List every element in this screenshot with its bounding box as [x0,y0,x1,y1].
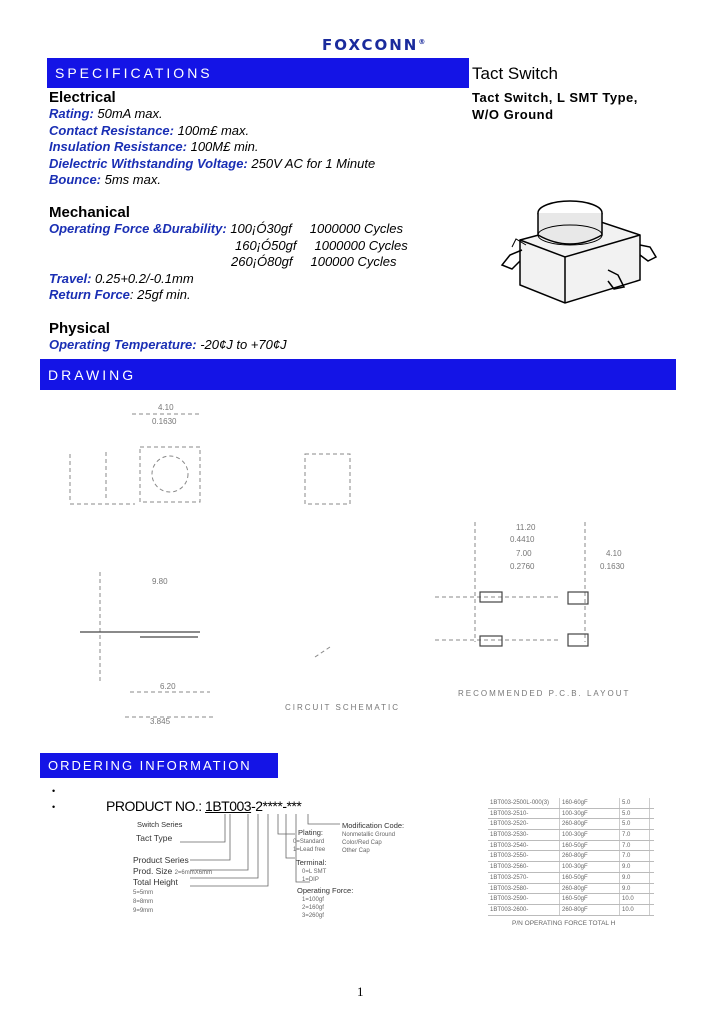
table-cell: 10.0 [620,905,650,915]
table-row [488,894,654,905]
terminal-label: Terminal: [296,858,327,867]
spec-temperature [49,337,287,354]
plating-options [293,838,325,854]
product-series-label: Product Series [133,855,189,865]
table-cell: 1BT003-2550- [488,851,560,861]
dim-width: 6.20 [160,682,176,691]
plating-opt-standard: 0=Standard [293,839,325,845]
table-cell: 1BT003-2600- [488,905,560,915]
total-height-label: Total Height [133,877,178,887]
table-row [488,841,654,852]
table-cell: 10.0 [620,894,650,904]
dim-right1: 11.20 [516,523,536,532]
product-no-code: 1BT003 [205,798,252,814]
insulation-label: Insulation Resistance: [49,139,187,154]
rating-label: Rating: [49,106,94,121]
temp-label: Operating Temperature: [49,337,197,352]
terminal-opt-smt: 0=L SMT [302,869,327,875]
part-number-table [488,798,654,916]
table-cell: 1BT003-2510- [488,809,560,819]
table-row [488,905,654,916]
technical-drawing [40,392,676,732]
table-cell: 1BT003-2590- [488,894,560,904]
dim-right2: 7.00 [516,549,532,558]
dielectric-label: Dielectric Withstanding Voltage: [49,155,248,171]
mod-opt-ground: Nonmetallic Ground [342,832,396,838]
travel-label: Travel: [49,270,92,286]
circuit-schematic-label: CIRCUIT SCHEMATIC [285,703,401,712]
table-footer: P/N OPERATING FORCE TOTAL H [512,920,616,927]
table-cell: 260-80gF [560,851,620,861]
bounce-value: 5ms max. [101,172,161,187]
mod-code-label: Modification Code: [342,821,405,830]
spec-bounce [49,172,375,189]
page-number: 1 [357,984,364,999]
table-cell: 9.0 [620,884,650,894]
mechanical-section [49,204,408,304]
bounce-label: Bounce: [49,172,101,187]
table-row [488,873,654,884]
spec-force [49,221,408,238]
terminal-opt-dip: 1=DIP [302,877,319,883]
table-cell: 1BT003-2570- [488,873,560,883]
prod-size-label [133,866,212,876]
spec-insulation [49,139,375,156]
spec-rating [49,106,375,123]
spec-force-row3: 260¡Ó80gf 100000 Cycles [231,254,397,269]
table-cell: 1BT003-2540- [488,841,560,851]
dim-right2-in: 0.2760 [510,562,535,571]
height-opt-5: 5=5mm [133,890,154,896]
height-options [133,889,153,916]
spec-force-row2: 160¡Ó50gf 1000000 Cycles [235,237,408,253]
specifications-band [47,58,469,88]
spec-contact [49,123,375,140]
table-cell: 5.0 [620,798,650,808]
subtitle-line2: W/O Ground [472,107,554,122]
product-no-label: PRODUCT NO.: [106,798,202,814]
dielectric-value: 250V AC for 1 Minute [247,155,376,171]
table-cell: 1BT003-2530- [488,830,560,840]
physical-section [49,320,287,354]
prod-size-text: Prod. Size [133,866,173,876]
mod-options [342,831,395,855]
table-cell: 100-30gF [560,862,620,872]
table-row [488,884,654,895]
ordering-band [40,753,278,778]
table-row [488,862,654,873]
physical-heading: Physical [49,320,110,337]
contact-label: Contact Resistance: [49,122,174,138]
table-row [488,851,654,862]
force-label: Operating Force: [297,886,354,895]
table-row [488,798,654,809]
table-cell: 260-80gF [560,905,620,915]
logo-text: FOXCONN [322,36,419,54]
return-value: : 25gf min. [129,287,191,302]
bullet-1: • [52,786,56,796]
foxconn-logo [322,36,427,54]
mod-opt-other: Other Cap [342,848,370,854]
product-title: Tact Switch [472,64,558,83]
drawing-band [40,359,676,390]
electrical-section [49,89,375,189]
table-cell: 7.0 [620,841,650,851]
drawing-title: DRAWING [48,366,137,383]
dim-top-in: 0.1630 [152,417,177,426]
spec-return [49,287,408,304]
prod-size-value: 2=6mmX6mm [174,870,213,876]
mechanical-heading: Mechanical [49,204,130,221]
height-opt-8: 8=8mm [133,899,154,905]
return-label: Return Force [49,287,130,302]
tact-type-label: Tact Type [136,833,173,843]
dim-right3: 4.10 [606,549,622,558]
force-options [302,896,324,920]
table-cell: 100-30gF [560,830,620,840]
ordering-title: ORDERING INFORMATION [48,758,252,773]
force-label: Operating Force &Durability: [49,221,227,236]
terminal-options [302,868,326,884]
spec-dielectric [49,156,375,173]
table-cell: 1BT003-2500L-000(3) [488,798,560,808]
temp-value: -20¢J to +70¢J [196,337,287,352]
dim-top: 4.10 [158,403,174,412]
table-cell: 1BT003-2580- [488,884,560,894]
mod-opt-red: Color/Red Cap [342,840,382,846]
force-opt-260: 3=260gf [302,913,324,919]
height-opt-9: 9=9mm [133,908,154,914]
logo-mark: ® [418,38,428,46]
product-no-rest: -2****-*** [251,798,302,814]
table-cell: 9.0 [620,862,650,872]
switch-series-label: Switch Series [137,820,183,829]
table-cell: 160-50gF [560,841,620,851]
force-opt-160: 2=160gf [302,905,324,911]
specifications-title: SPECIFICATIONS [55,65,213,81]
product-subtitle [472,89,638,123]
switch-product-image [490,195,660,310]
rating-value: 50mA max. [93,106,163,121]
electrical-heading: Electrical [49,89,116,106]
insulation-value: 100M£ min. [186,139,259,154]
spec-travel [49,271,408,288]
dim-right1-in: 0.4410 [510,535,535,544]
plating-label: Plating: [298,828,324,837]
dim-right3-in: 0.1630 [600,562,625,571]
table-cell: 1BT003-2560- [488,862,560,872]
table-cell: 7.0 [620,830,650,840]
table-cell: 260-80gF [560,819,620,829]
table-cell: 160-50gF [560,873,620,883]
dim-width3: 3.845 [150,717,171,726]
bullet-2: • [52,802,56,812]
table-row [488,819,654,830]
pcb-layout-label: RECOMMENDED P.C.B. LAYOUT [458,689,631,698]
table-cell: 5.0 [620,819,650,829]
dim-width2: 9.80 [152,577,168,586]
table-cell: 160-60gF [560,798,620,808]
contact-value: 100m£ max. [173,122,250,138]
table-cell: 1BT003-2520- [488,819,560,829]
table-cell: 260-80gF [560,884,620,894]
table-cell: 7.0 [620,851,650,861]
table-cell: 100-30gF [560,809,620,819]
force-opt-100: 1=100gf [302,897,324,903]
plating-opt-leadfree: 1=Lead free [293,847,326,853]
subtitle-line1: Tact Switch, L SMT Type, [472,90,638,105]
table-cell: 5.0 [620,809,650,819]
table-row [488,809,654,820]
force-row1: 100¡Ó30gf 1000000 Cycles [226,221,404,236]
travel-value: 0.25+0.2/-0.1mm [91,270,194,286]
table-cell: 160-50gF [560,894,620,904]
table-cell: 9.0 [620,873,650,883]
table-row [488,830,654,841]
